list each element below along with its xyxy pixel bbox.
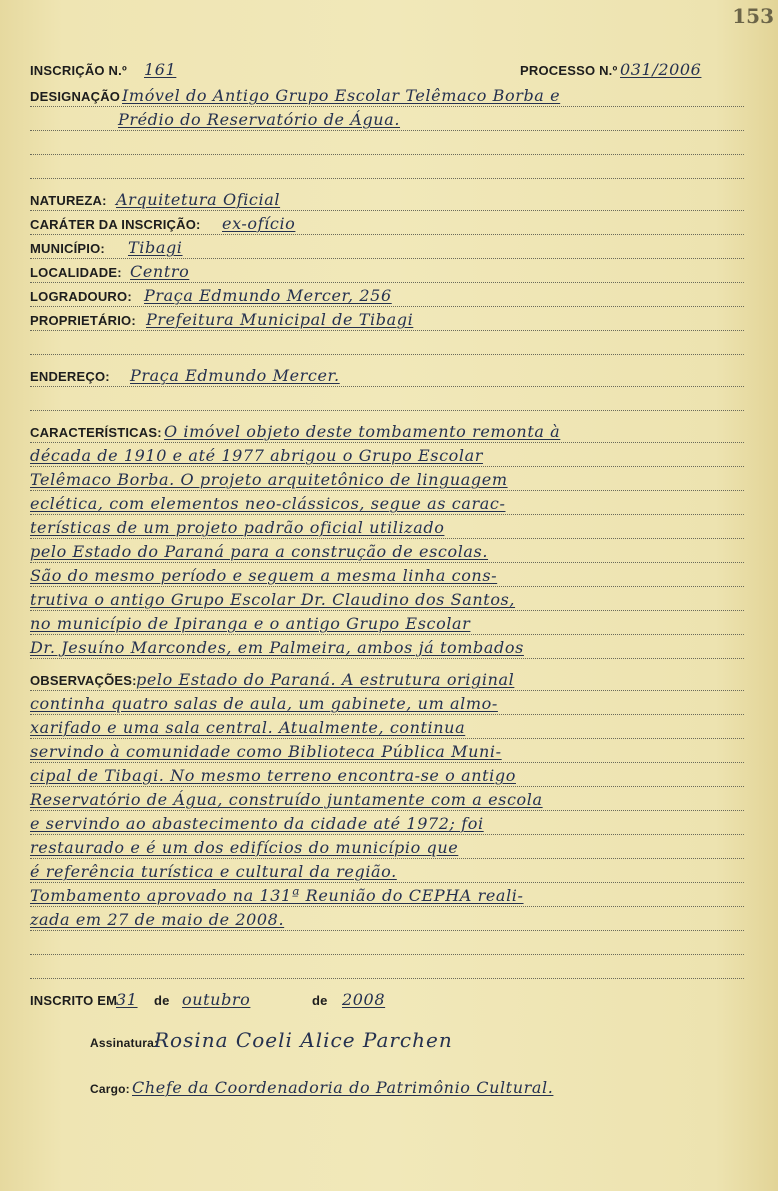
caracteristicas-row (30, 610, 744, 635)
observacoes-row (30, 810, 744, 835)
localidade-value: Centro (130, 262, 190, 281)
observacoes-line: restaurado e é um dos edifícios do município que (30, 838, 459, 857)
observacoes-row (30, 786, 744, 811)
blank-line (30, 154, 744, 179)
page-number: 153 (732, 4, 774, 28)
cargo-row (90, 1074, 730, 1098)
natureza-row (30, 186, 744, 211)
observacoes-row (30, 858, 744, 883)
observacoes-row (30, 738, 744, 763)
caracteristicas-line: década de 1910 e até 1977 abrigou o Grupo Escolar (30, 446, 483, 465)
caracteristicas-line: pelo Estado do Paraná para a construção de escolas. (30, 542, 489, 561)
endereco-row (30, 362, 744, 387)
caracteristicas-row (30, 442, 744, 467)
designacao-row-2 (30, 106, 744, 131)
localidade-label: LOCALIDADE: (30, 265, 122, 280)
observacoes-line: xarifado e uma sala central. Atualmente, continua (30, 718, 466, 737)
designacao-label: DESIGNAÇÃO (30, 89, 121, 104)
observacoes-row (30, 666, 744, 691)
caracteristicas-line: trutiva o antigo Grupo Escolar Dr. Claudino dos Santos, (30, 590, 516, 609)
caracteristicas-line: São do mesmo período e seguem a mesma linha cons- (30, 566, 498, 585)
caracteristicas-line: Telêmaco Borba. O projeto arquitetônico de linguagem (30, 470, 508, 489)
caracteristicas-row (30, 514, 744, 539)
signature: Rosina Coeli Alice Parchen (154, 1028, 453, 1052)
inscricao-value: 161 (144, 60, 177, 79)
caracteristicas-line: eclética, com elementos neo-clássicos, segue as carac- (30, 494, 506, 513)
carater-label: CARÁTER DA INSCRIÇÃO: (30, 217, 201, 232)
observacoes-line: e servindo ao abastecimento da cidade até 1972; foi (30, 814, 484, 833)
inscrito-year: 2008 (342, 990, 386, 1009)
designacao-line: Imóvel do Antigo Grupo Escolar Telêmaco Borba e (122, 86, 561, 105)
endereco-label: ENDEREÇO: (30, 369, 110, 384)
inscrito-month: outubro (182, 990, 251, 1009)
proprietario-value: Prefeitura Municipal de Tibagi (146, 310, 414, 329)
caracteristicas-row (30, 418, 744, 443)
processo-value: 031/2006 (620, 60, 702, 79)
localidade-row (30, 258, 744, 283)
observacoes-line: é referência turística e cultural da região. (30, 862, 397, 881)
caracteristicas-line: terísticas de um projeto padrão oficial utilizado (30, 518, 445, 537)
logradouro-label: LOGRADOURO: (30, 289, 132, 304)
designacao-row (30, 82, 744, 107)
observacoes-line: cipal de Tibagi. No mesmo terreno encontra-se o antigo (30, 766, 516, 785)
endereco-value: Praça Edmundo Mercer. (130, 366, 340, 385)
inscrito-de-label: de (312, 993, 328, 1008)
proprietario-label: PROPRIETÁRIO: (30, 313, 136, 328)
inscrito-de-label: de (154, 993, 170, 1008)
observacoes-line: Tombamento aprovado na 131ª Reunião do CEPHA reali- (30, 886, 524, 905)
blank-line (30, 930, 744, 955)
observacoes-line: Reservatório de Água, construído juntamente com a escola (30, 790, 543, 809)
carater-value: ex-ofício (222, 214, 296, 233)
caracteristicas-label: CARACTERÍSTICAS: (30, 425, 162, 440)
blank-line (30, 130, 744, 155)
observacoes-row (30, 882, 744, 907)
logradouro-row (30, 282, 744, 307)
caracteristicas-row (30, 562, 744, 587)
natureza-value: Arquitetura Oficial (116, 190, 281, 209)
natureza-label: NATUREZA: (30, 193, 107, 208)
caracteristicas-line: Dr. Jesuíno Marcondes, em Palmeira, ambos já tombados (30, 638, 524, 657)
caracteristicas-row (30, 490, 744, 515)
caracteristicas-line: O imóvel objeto deste tombamento remonta à (164, 422, 561, 441)
observacoes-row (30, 906, 744, 931)
caracteristicas-line: no município de Ipiranga e o antigo Grupo Escolar (30, 614, 471, 633)
assinatura-label: Assinatura: (90, 1036, 159, 1050)
observacoes-line: continha quatro salas de aula, um gabinete, um almo- (30, 694, 498, 713)
blank-line (30, 386, 744, 411)
observacoes-row (30, 834, 744, 859)
cargo-label: Cargo: (90, 1082, 130, 1096)
logradouro-value: Praça Edmundo Mercer, 256 (144, 286, 392, 305)
proprietario-row (30, 306, 744, 331)
cargo-value: Chefe da Coordenadoria do Patrimônio Cultural. (132, 1078, 554, 1097)
observacoes-line: pelo Estado do Paraná. A estrutura original (136, 670, 515, 689)
observacoes-row (30, 714, 744, 739)
caracteristicas-row (30, 586, 744, 611)
blank-line (30, 954, 744, 979)
observacoes-label: OBSERVAÇÕES: (30, 673, 137, 688)
observacoes-line: servindo à comunidade como Biblioteca Pública Muni- (30, 742, 502, 761)
caracteristicas-row (30, 466, 744, 491)
inscrito-day: 31 (116, 990, 138, 1009)
municipio-value: Tibagi (128, 238, 183, 257)
observacoes-row (30, 690, 744, 715)
designacao-line: Prédio do Reservatório de Água. (118, 110, 401, 129)
assinatura-row (90, 1028, 650, 1052)
inscrito-label: INSCRITO EM (30, 993, 118, 1008)
carater-row (30, 210, 744, 235)
municipio-row (30, 234, 744, 259)
caracteristicas-row (30, 538, 744, 563)
inscricao-row (30, 56, 744, 80)
caracteristicas-row (30, 634, 744, 659)
observacoes-line: zada em 27 de maio de 2008. (30, 910, 285, 929)
inscricao-label: INSCRIÇÃO N.º (30, 63, 127, 78)
processo-label: PROCESSO N.º (520, 63, 618, 78)
inscrito-row (30, 986, 744, 1010)
observacoes-row (30, 762, 744, 787)
blank-line (30, 330, 744, 355)
municipio-label: MUNICÍPIO: (30, 241, 105, 256)
